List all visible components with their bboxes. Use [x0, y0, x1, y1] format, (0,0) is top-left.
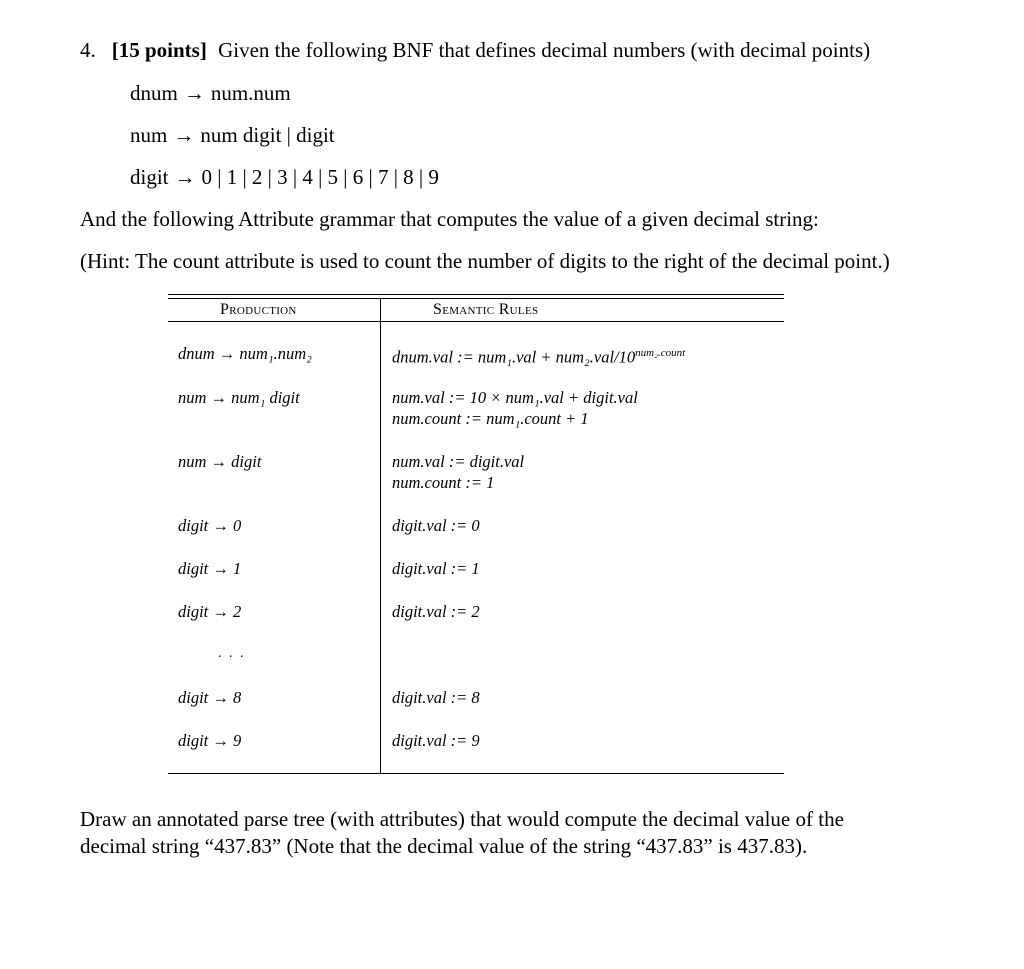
question-number: 4.	[80, 38, 96, 62]
bnf-rule-dnum	[130, 81, 291, 105]
header-semantic-rules: Semantic Rules	[433, 301, 539, 318]
production-cell: digit → 9	[178, 731, 242, 750]
semantic-rule: num.count := num₁.count + 1	[392, 409, 589, 428]
bnf-lhs: digit	[130, 165, 169, 189]
arrow-icon: →	[183, 81, 205, 105]
semantic-rule: digit.val := 8	[392, 688, 480, 707]
table-column-divider	[380, 298, 381, 774]
bnf-rhs: num digit | digit	[200, 123, 335, 147]
semantic-rule: digit.val := 0	[392, 516, 480, 535]
semantic-rule: dnum.val := num₁.val + num₂.val/10	[392, 347, 636, 367]
production-cell: num → num₁ digit	[178, 388, 300, 407]
semantic-rule: digit.val := 9	[392, 731, 480, 750]
table-rule	[168, 773, 784, 774]
bnf-lhs: num	[130, 123, 168, 147]
question-points: [15 points]	[111, 38, 207, 62]
attribute-grammar-table	[168, 294, 784, 774]
table-rule	[168, 321, 784, 322]
semantic-rule: num.val := 10 × num₁.val + digit.val	[392, 388, 638, 407]
hint-text: (Hint: The count attribute is used to count the number of digits to the right of the decimal point.)	[80, 249, 890, 273]
production-cell: digit → 0	[178, 516, 242, 535]
production-cell: dnum → num₁.num₂	[178, 344, 312, 363]
bnf-lhs: dnum	[130, 81, 178, 105]
table-rule	[168, 294, 784, 295]
semantic-rule: num.count := 1	[392, 473, 495, 492]
ellipsis: . . .	[218, 646, 246, 661]
exponent: num₂.count	[635, 347, 686, 359]
bnf-rule-digit	[130, 165, 439, 189]
bnf-rhs: 0 | 1 | 2 | 3 | 4 | 5 | 6 | 7 | 8 | 9	[201, 165, 439, 189]
question-intro: Given the following BNF that defines decimal numbers (with decimal points)	[218, 38, 871, 62]
semantic-rule: digit.val := 2	[392, 602, 480, 621]
attribute-grammar-intro: And the following Attribute grammar that computes the value of a given decimal string:	[80, 207, 819, 231]
bnf-rhs: num.num	[210, 81, 291, 105]
arrow-icon: →	[173, 123, 195, 147]
table-rule	[168, 298, 784, 299]
bnf-rule-num	[130, 123, 335, 147]
question-title	[80, 38, 870, 62]
arrow-icon: →	[174, 165, 196, 189]
production-cell: digit → 2	[178, 602, 242, 621]
production-cell: digit → 1	[178, 559, 242, 578]
semantic-rule: num.val := digit.val	[392, 452, 525, 471]
semantic-rule: digit.val := 1	[392, 559, 480, 578]
task-line-2: decimal string “437.83” (Note that the decimal value of the string “437.83” is 437.83).	[80, 834, 808, 858]
production-cell: digit → 8	[178, 688, 242, 707]
header-production: Production	[220, 301, 297, 318]
production-cell: num → digit	[178, 452, 262, 471]
semantic-cell	[392, 343, 685, 368]
task-line-1: Draw an annotated parse tree (with attributes) that would compute the decimal value of the	[80, 807, 844, 831]
